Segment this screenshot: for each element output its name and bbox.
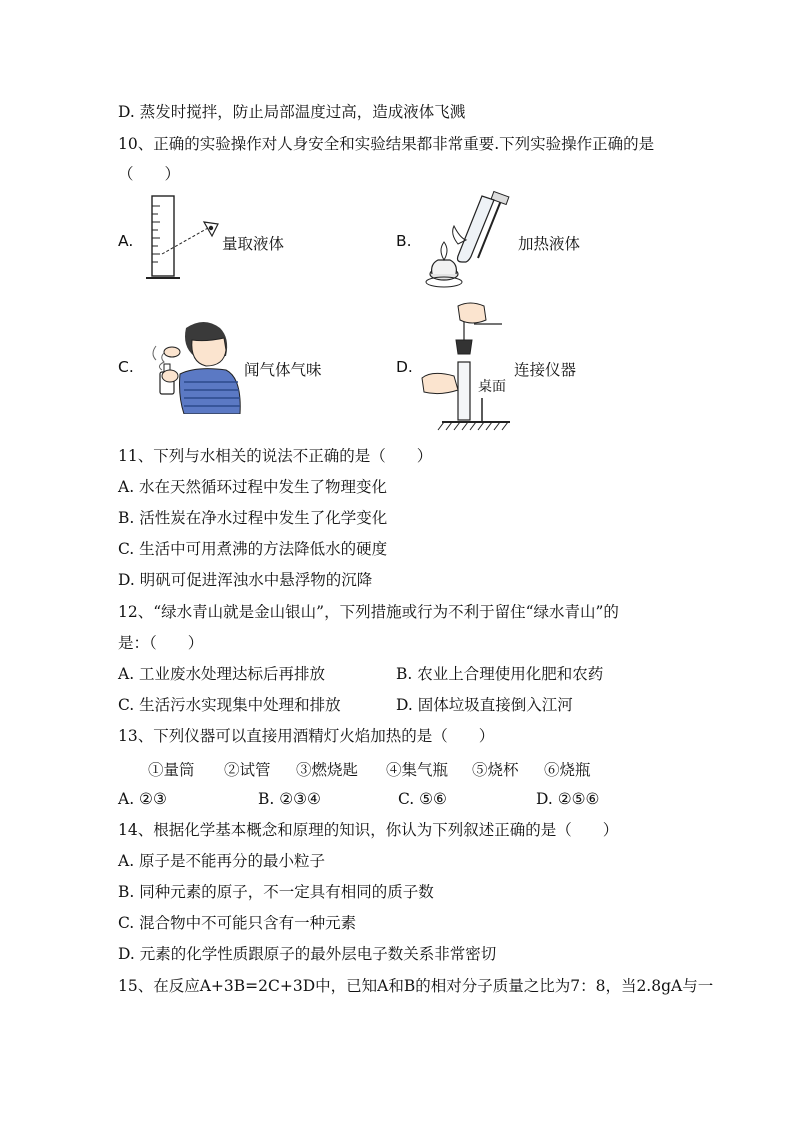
q14-stem: 14、根据化学基本概念和原理的知识，你认为下列叙述正确的是（ ） — [118, 821, 619, 839]
q12-option-b: B. 农业上合理使用化肥和农药 — [396, 665, 604, 683]
q13-instrument-4: ④集气瓶 — [386, 761, 449, 779]
q10-a-caption: 量取液体 — [222, 235, 285, 253]
q12-stem-cont: 是：（ ） — [118, 634, 204, 652]
q13-instrument-1: ①量筒 — [148, 761, 195, 779]
q10-stem: 10、正确的实验操作对人身安全和实验结果都非常重要.下列实验操作正确的是 — [118, 135, 655, 153]
q10-c-letter: C. — [118, 358, 134, 376]
q10-d-caption: 连接仪器 — [514, 361, 577, 379]
q14-option-c: C. 混合物中不可能只含有一种元素 — [118, 914, 357, 932]
q11-option-a: A. 水在天然循环过程中发生了物理变化 — [118, 478, 388, 496]
q12-option-a: A. 工业废水处理达标后再排放 — [118, 665, 326, 683]
table-surface-label: 桌面 — [478, 379, 506, 395]
q10-b-letter: B. — [396, 232, 412, 250]
q12-option-d: D. 固体垃圾直接倒入江河 — [396, 696, 573, 714]
q15-stem: 15、在反应A+3B=2C+3D中，已知A和B的相对分子质量之比为7：8，当2.8gA与一 — [118, 977, 714, 995]
q10-answer-paren: （ ） — [118, 165, 181, 183]
q13-option-d: D. ②⑤⑥ — [536, 790, 600, 808]
q13-instrument-5: ⑤烧杯 — [472, 761, 519, 779]
q10-a-letter: A. — [118, 232, 134, 250]
connecting-instruments-figure — [418, 300, 514, 434]
q12-stem: 12、“绿水青山就是金山银山”，下列措施或行为不利于留住“绿水青山”的 — [118, 603, 619, 621]
q13-instrument-6: ⑥烧瓶 — [544, 761, 591, 779]
q9-option-d: D. 蒸发时搅拌，防止局部温度过高，造成液体飞溅 — [118, 103, 466, 121]
q13-option-b: B. ②③④ — [258, 790, 321, 808]
q11-option-c: C. 生活中可用煮沸的方法降低水的硬度 — [118, 540, 388, 558]
q13-instrument-2: ②试管 — [224, 761, 271, 779]
q11-stem: 11、下列与水相关的说法不正确的是（ ） — [118, 447, 433, 465]
q11-option-b: B. 活性炭在净水过程中发生了化学变化 — [118, 509, 388, 527]
graduated-cylinder-figure — [146, 192, 226, 284]
heating-test-tube-figure — [420, 186, 520, 290]
q13-stem: 13、下列仪器可以直接用酒精灯火焰加热的是（ ） — [118, 727, 495, 745]
smelling-gas-figure — [146, 316, 242, 414]
q10-b-caption: 加热液体 — [518, 235, 581, 253]
q13-option-c: C. ⑤⑥ — [398, 790, 447, 808]
q10-d-letter: D. — [396, 358, 413, 376]
q13-option-a: A. ②③ — [118, 790, 167, 808]
q12-option-c: C. 生活污水实现集中处理和排放 — [118, 696, 341, 714]
q14-option-b: B. 同种元素的原子，不一定具有相同的质子数 — [118, 883, 434, 901]
q14-option-d: D. 元素的化学性质跟原子的最外层电子数关系非常密切 — [118, 945, 497, 963]
q14-option-a: A. 原子是不能再分的最小粒子 — [118, 852, 326, 870]
q13-instrument-3: ③燃烧匙 — [296, 761, 359, 779]
q11-option-d: D. 明矾可促进浑浊水中悬浮物的沉降 — [118, 571, 373, 589]
q10-c-caption: 闻气体气味 — [244, 361, 322, 379]
